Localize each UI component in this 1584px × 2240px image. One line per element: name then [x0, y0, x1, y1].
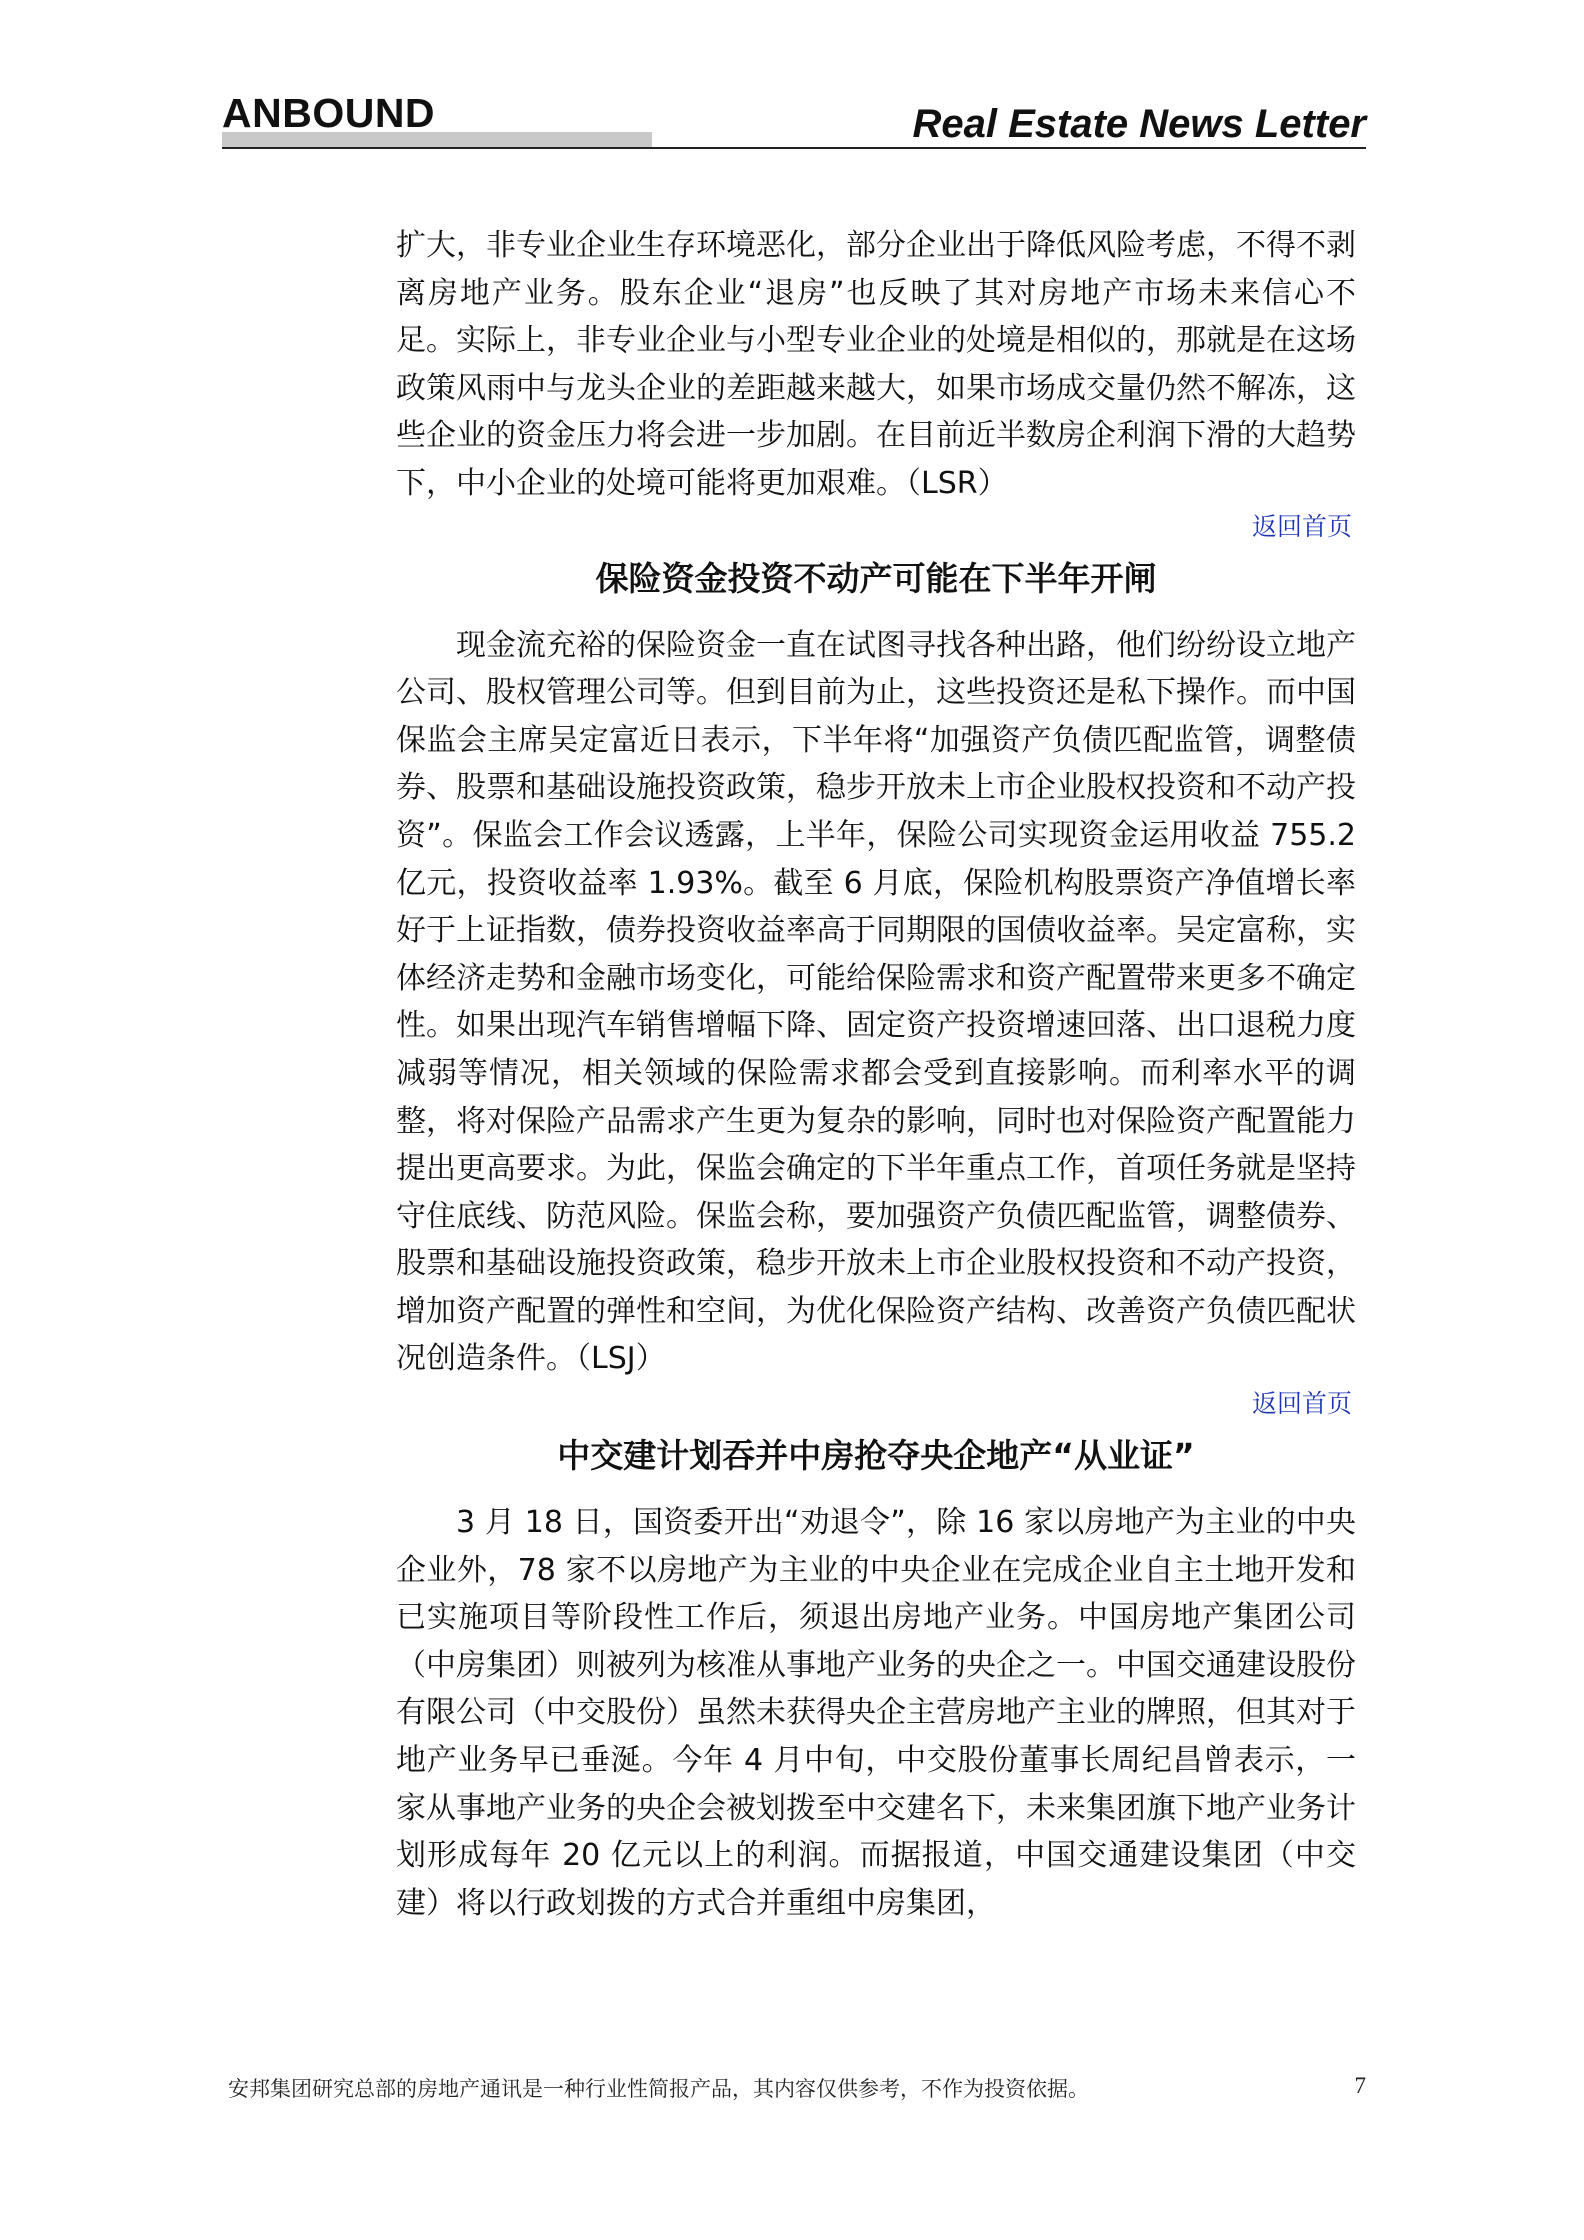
back-to-home-link[interactable]: 返回首页	[1251, 1389, 1352, 1419]
header-rule	[222, 147, 1366, 149]
article-title: 中交建计划吞并中房抢夺央企地产“从业证”	[557, 1436, 1195, 1476]
article-title: 保险资金投资不动产可能在下半年开闸	[595, 558, 1157, 598]
page-content	[396, 222, 1356, 1927]
article-ccccg-merger	[396, 1436, 1356, 1927]
article-paragraph: 现金流充裕的保险资金一直在试图寻找各种出路，他们纷纷设立地产公司、股权管理公司等。但到目前为止，这些投资还是私下操作。而中国保监会主席吴定富近日表示，下半年将“加强资产负债匹配监管，调整债券、股票和基础设施投资政策，稳步开放未上市企业股权投资和不动产投资”。保监会工作会议透露，上半年，保险公司实现资金运用收益 755.2 亿元，投资收益率 1.93%。截至 6 月底，保险机构股票资产净值增长率好于上证指数，债券投资收益率高于同期限的国债收益率。吴定富称，实体经济走势和金融市场变化，可能给保险需求和资产配置带来更多不确定性。如果出现汽车销售增幅下降、固定资产投资增速回落、出口退税力度减弱等情况，相关领域的保险需求都会受到直接影响。而利率水平的调整，将对保险产品需求产生更为复杂的影响，同时也对保险资产配置能力提出更高要求。为此，保监会确定的下半年重点工作，首项任务就是坚持守住底线、防范风险。保监会称，要加强资产负债匹配监管，调整债券、股票和基础设施投资政策，稳步开放未上市企业股权投资和不动产投资，增加资产配置的弹性和空间，为优化保险资产结构、改善资产负债匹配状况创造条件。（LSJ）	[396, 627, 1356, 1377]
page-footer	[222, 2073, 1366, 2107]
article-insurance-funds	[396, 559, 1356, 1423]
page-header	[222, 90, 1366, 152]
page-number: 7	[1354, 2073, 1366, 2098]
article-continued	[396, 222, 1356, 545]
footer-disclaimer: 安邦集团研究总部的房地产通讯是一种行业性简报产品，其内容仅供参考，不作为投资依据。	[228, 2077, 1089, 2101]
anbound-logo: ANBOUND	[222, 90, 436, 136]
publication-title: Real Estate News Letter	[912, 102, 1366, 146]
article-paragraph: 扩大，非专业企业生存环境恶化，部分企业出于降低风险考虑，不得不剥离房地产业务。股东企业“退房”也反映了其对房地产市场未来信心不足。实际上，非专业企业与小型专业企业的处境是相似的，那就是在这场政策风雨中与龙头企业的差距越来越大，如果市场成交量仍然不解冻，这些企业的资金压力将会进一步加剧。在目前近半数房企利润下滑的大趋势下，中小企业的处境可能将更加艰难。（LSR）	[396, 228, 1356, 501]
back-to-home-link[interactable]: 返回首页	[1251, 511, 1352, 541]
article-paragraph: 3 月 18 日，国资委开出“劝退令”，除 16 家以房地产为主业的中央企业外，78 家不以房地产为主业的中央企业在完成企业自主土地开发和已实施项目等阶段性工作后，须退出房地产业务。中国房地产集团公司（中房集团）则被列为核准从事地产业务的央企之一。中国交通建设股份有限公司（中交股份）虽然未获得央企主营房地产主业的牌照，但其对于地产业务早已垂涎。今年 4 月中旬，中交股份董事长周纪昌曾表示，一家从事地产业务的央企会被划拨至中交建名下，未来集团旗下地产业务计划形成每年 20 亿元以上的利润。而据报道，中国交通建设集团（中交建）将以行政划拨的方式合并重组中房集团，	[396, 1505, 1356, 1921]
